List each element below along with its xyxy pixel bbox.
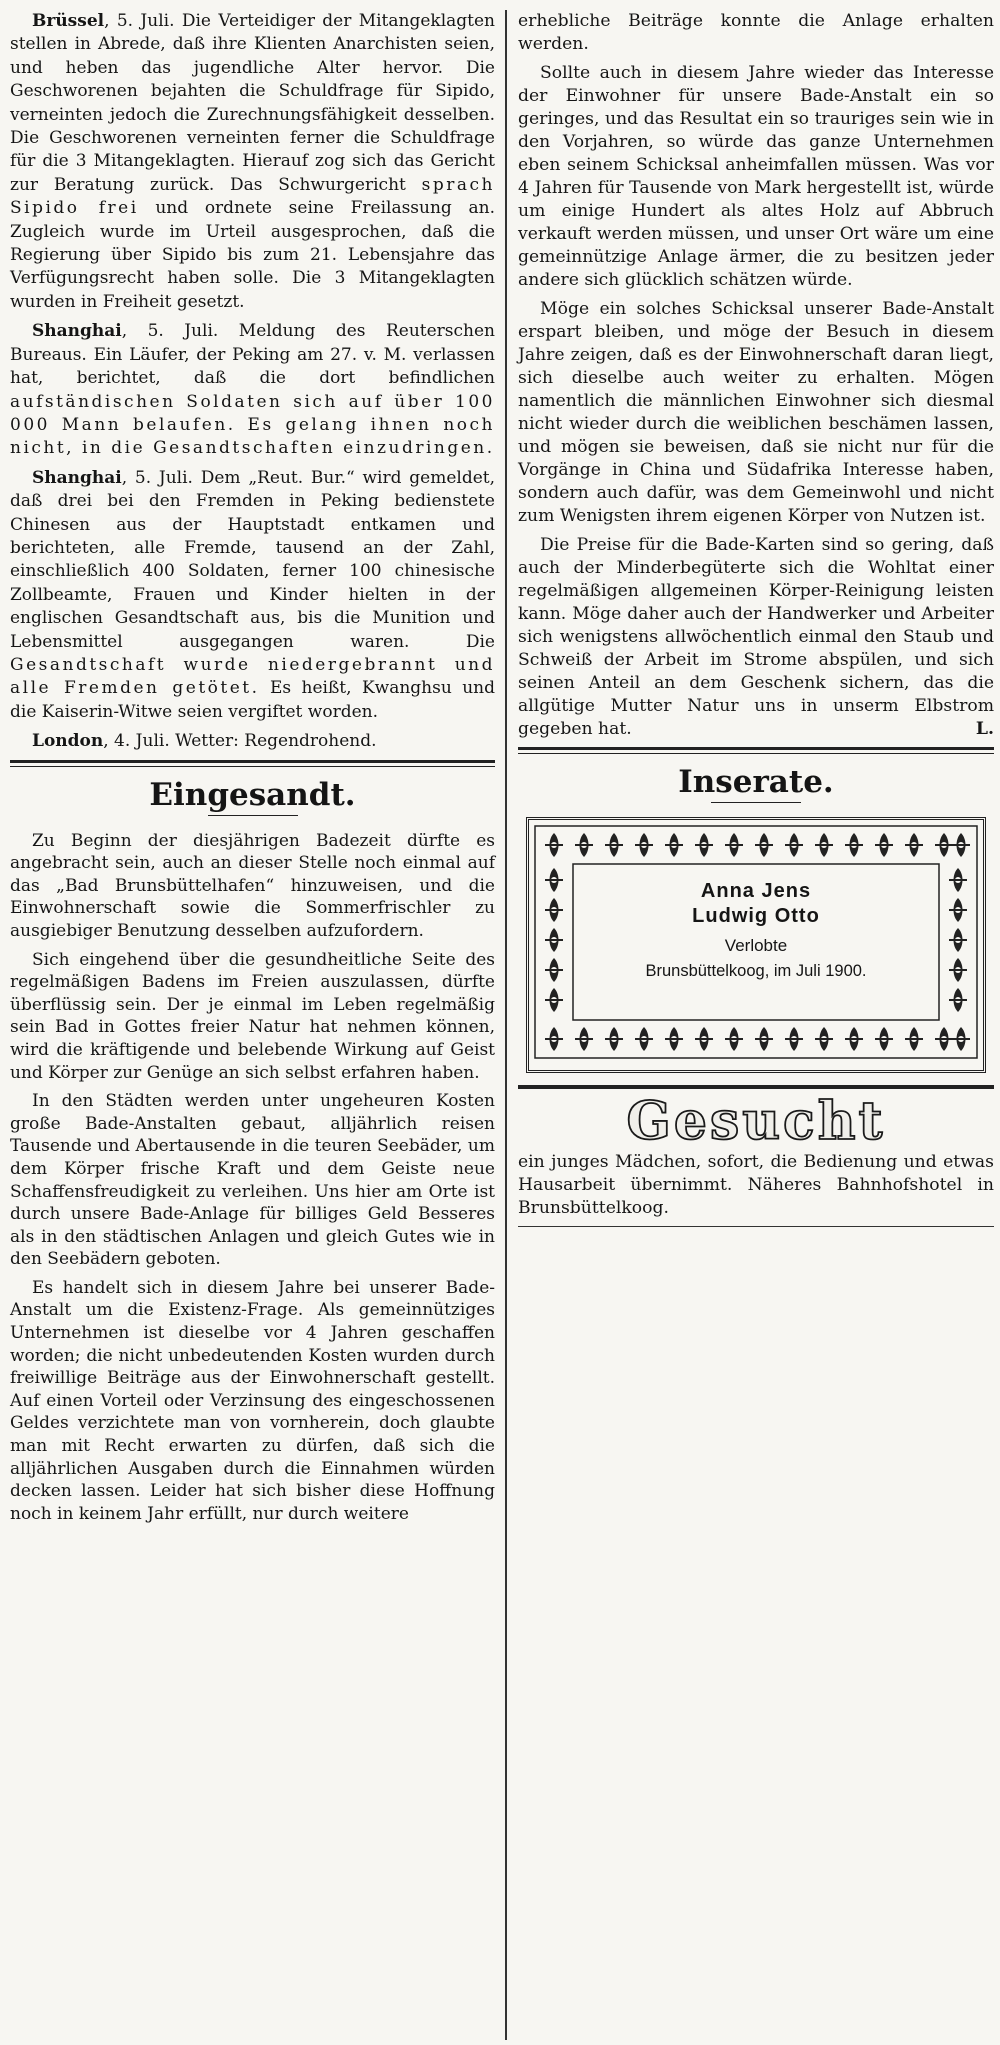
date: , 5. Juli. <box>121 321 219 342</box>
dateline: Brüssel <box>32 11 105 31</box>
date: , 5. Juli. <box>104 11 175 31</box>
column-divider <box>505 10 507 2040</box>
notice-content <box>589 878 923 1012</box>
paragraph-text: Die Preise für die Bade-Karten sind so gering, daß auch der Minderbegüterte sich die Wohltat einer regelmäßigen allgemeinen Körper-Reinigung leisten kann. Möge daher auch der Handwerker und Arbeiter sich wenigstens allwöchentlich einmal den Staub und Schweiß der Arbeit im Strome abspülen, und sich seinen Anteil an dem Geschenk sichern, das die allgütige Mutter Natur uns in unserm Elbstrom gegeben hat. <box>518 535 994 739</box>
ad-bottom-rule <box>518 1226 994 1227</box>
dateline: Shanghai <box>32 467 122 488</box>
title-underline <box>711 802 801 803</box>
spaced-text: sprach Sipido frei <box>10 174 495 219</box>
gesucht-ad <box>518 1093 994 1227</box>
engagement-status: Verlobte <box>724 936 788 955</box>
place-date: Brunsbüttelkoog, im Juli 1900. <box>645 962 867 980</box>
spaced-text: aufständischen Soldaten sich auf über 100 000 Mann belaufen. Es gelang ihnen noch nicht, in die Gesandtschaften einzudringen. <box>10 391 495 459</box>
left-column <box>10 10 495 1531</box>
paragraph: In den Städten werden unter ungeheuren Kosten große Bade-Anstalten gebaut, alljährlich reisen Tausende und Abertausende in die teuren Seebäder, um dem Körper frische Kraft und dem Geiste neue Schaffensfreudigkeit zu verleihen. Uns hier am Orte ist durch unsere Bade-Anlage für billiges Geld Besseres als in den städtischen Anlagen und gleich Gutes wie in den Seebädern geboten. <box>10 1091 495 1270</box>
paragraph: Es handelt sich in diesem Jahre bei unserer Bade-Anstalt um die Existenz-Frage. Als gemeinnütziges Unternehmen ist dieselbe vor 4 Jahren geschaffen worden; die nicht unbedeutenden Kosten wurden durch freiwillige Beiträge aus der Einwohnerschaft gestellt. Auf einen Vorteil oder Verzinsung des eingeschossenen Geldes verzichtete man von vornherein, doch glaubte man mit Recht erwarten zu dürfen, daß sich die alljährlichen Ausgaben durch die Einnahmen würden decken lassen. Leider hat sich bisher diese Hoffnung noch in keinem Jahr erfüllt, nur durch weitere <box>10 1277 495 1524</box>
dateline: London <box>32 731 104 752</box>
eingesandt-section <box>10 777 495 1526</box>
body: Dem „Reut. Bur.“ wird gemeldet, daß drei bei den Fremden in Peking bedienstete Chinesen aus der Hauptstadt entkamen und berichteten, alle Fremde, tausend an der Zahl, einschließlich 400 Soldaten, ferner 100 chinesische Zollbeamte, Frauen und Kinder hielten in der englischen Gesandtschaft aus, bis die Munition und Lebensmittel ausgegangen waren. Die <box>10 467 496 652</box>
news-item-london <box>10 730 495 753</box>
groom-name: Ludwig Otto <box>692 905 820 927</box>
news-item-shanghai-1 <box>10 320 495 460</box>
eingesandt-continuation <box>518 10 994 741</box>
body: Wetter: Regendrohend. <box>175 731 377 752</box>
ad-divider <box>518 1085 994 1089</box>
section-title: Eingesandt. <box>149 776 356 813</box>
author-signoff: L. <box>975 719 994 739</box>
news-item-brussel <box>10 10 495 314</box>
bride-name: Anna Jens <box>700 880 812 902</box>
date: , 5. Juli. <box>121 467 193 488</box>
paragraph: Zu Beginn der diesjährigen Badezeit dürfte es angebracht sein, auch an dieser Stelle noch einmal auf das „Bad Brunsbüttelhafen“ hinzuweisen, und die Einwohnerschaft sowie die Sommerfrischler zu ausgiebiger Benutzung desselben aufzufordern. <box>10 830 495 941</box>
body-after: und ordnete seine Freilassung an. Zugleich wurde im Urteil ausgesprochen, daß die Regierung über Sipido bis zum 21. Lebensjahre das Verfügungsrecht haben solle. Die 3 Mitangeklagten wurden in Freiheit gesetzt. <box>10 198 495 312</box>
right-column <box>518 10 994 1227</box>
paragraph: Möge ein solches Schicksal unserer Bade-Anstalt erspart bleiben, und möge der Besuch in diesem Jahre zeigen, daß es der Einwohnerschaft daran liegt, sich dieselbe auch weiter zu erhalten. Mögen namentlich die männlichen Einwohner sich diesmal nicht wieder durch die weiblichen beschämen lassen, und mögen sie beweisen, daß sie nicht nur für die Vorgänge in China und Südafrika Interesse haben, sondern auch dafür, was dem Gemeinwohl und nicht zum Wenigsten ihrem eigenen Körper von Nutzen ist. <box>518 299 994 526</box>
date: , 4. Juli. <box>103 731 170 752</box>
paragraph: Sich eingehend über die gesundheitliche Seite des regelmäßigen Badens im Freien auszulassen, dürfte überflüssig sein. Der je einmal im Leben regelmäßig sein Bad in Gottes freier Natur hat nehmen können, wird die kräftigende und belebende Wirkung auf Geist und Körper zur Genüge an sich selbst erfahren haben. <box>10 949 495 1083</box>
title-underline <box>208 815 298 816</box>
news-item-shanghai-2 <box>10 467 495 724</box>
ad-body <box>518 1151 994 1220</box>
ad-text: ein junges Mädchen, sofort, die Bedienung und etwas Hausarbeit übernimmt. Näheres Bahnhofshotel in Brunsbüttelkoog. <box>518 1152 994 1218</box>
body-after: Es heißt, Kwanghsu und die Kaiserin-Witwe seien vergiftet worden. <box>10 678 495 722</box>
paragraph <box>518 534 994 741</box>
inserate-title: Inserate. <box>678 764 834 800</box>
dateline: Shanghai <box>32 321 122 342</box>
section-divider <box>518 747 994 754</box>
paragraph: Sollte auch in diesem Jahre wieder das Interesse der Einwohner für unsere Bade-Anstalt ein so geringes, und das Resultat ein so trauriges sein wie in den Vorjahren, so würde das ganze Unternehmen eben seinem Schicksal anheimfallen müssen. Was vor 4 Jahren für Tausende von Mark hergestellt ist, würde um einige Hundert als altes Holz auf Abbruch verkauft werden müssen, und unser Ort wäre um eine gemeinnützige Anlage ärmer, die zu besitzen jeder andere sich glücklich schätzen würde. <box>518 63 994 290</box>
engagement-notice <box>526 817 986 1073</box>
ad-title: Gesucht <box>626 1091 886 1152</box>
body: Meldung des Reuterschen Bureaus. Ein Läufer, der Peking am 27. v. M. verlassen hat, berichtet, daß die dort befindlichen <box>10 321 495 389</box>
spaced-text: Gesandtschaft wurde niedergebrannt und alle Fremden getötet. <box>10 654 495 699</box>
section-divider <box>10 760 495 767</box>
paragraph: erhebliche Beiträge konnte die Anlage erhalten werden. <box>518 11 994 54</box>
body: Die Verteidiger der Mitangeklagten stellen in Abrede, daß ihre Klienten Anarchisten seien, und heben das jugendliche Alter hervor. Die Geschworenen bejahten die Schuldfrage für Sipido, verneinten jedoch die Zurechnungsfähigkeit desselben. Die Geschworenen verneinten ferner die Schuldfrage für die 3 Mitangeklagten. Hierauf zog sich das Gericht zur Beratung zurück. Das Schwurgericht <box>10 11 496 195</box>
news-section <box>10 10 495 754</box>
